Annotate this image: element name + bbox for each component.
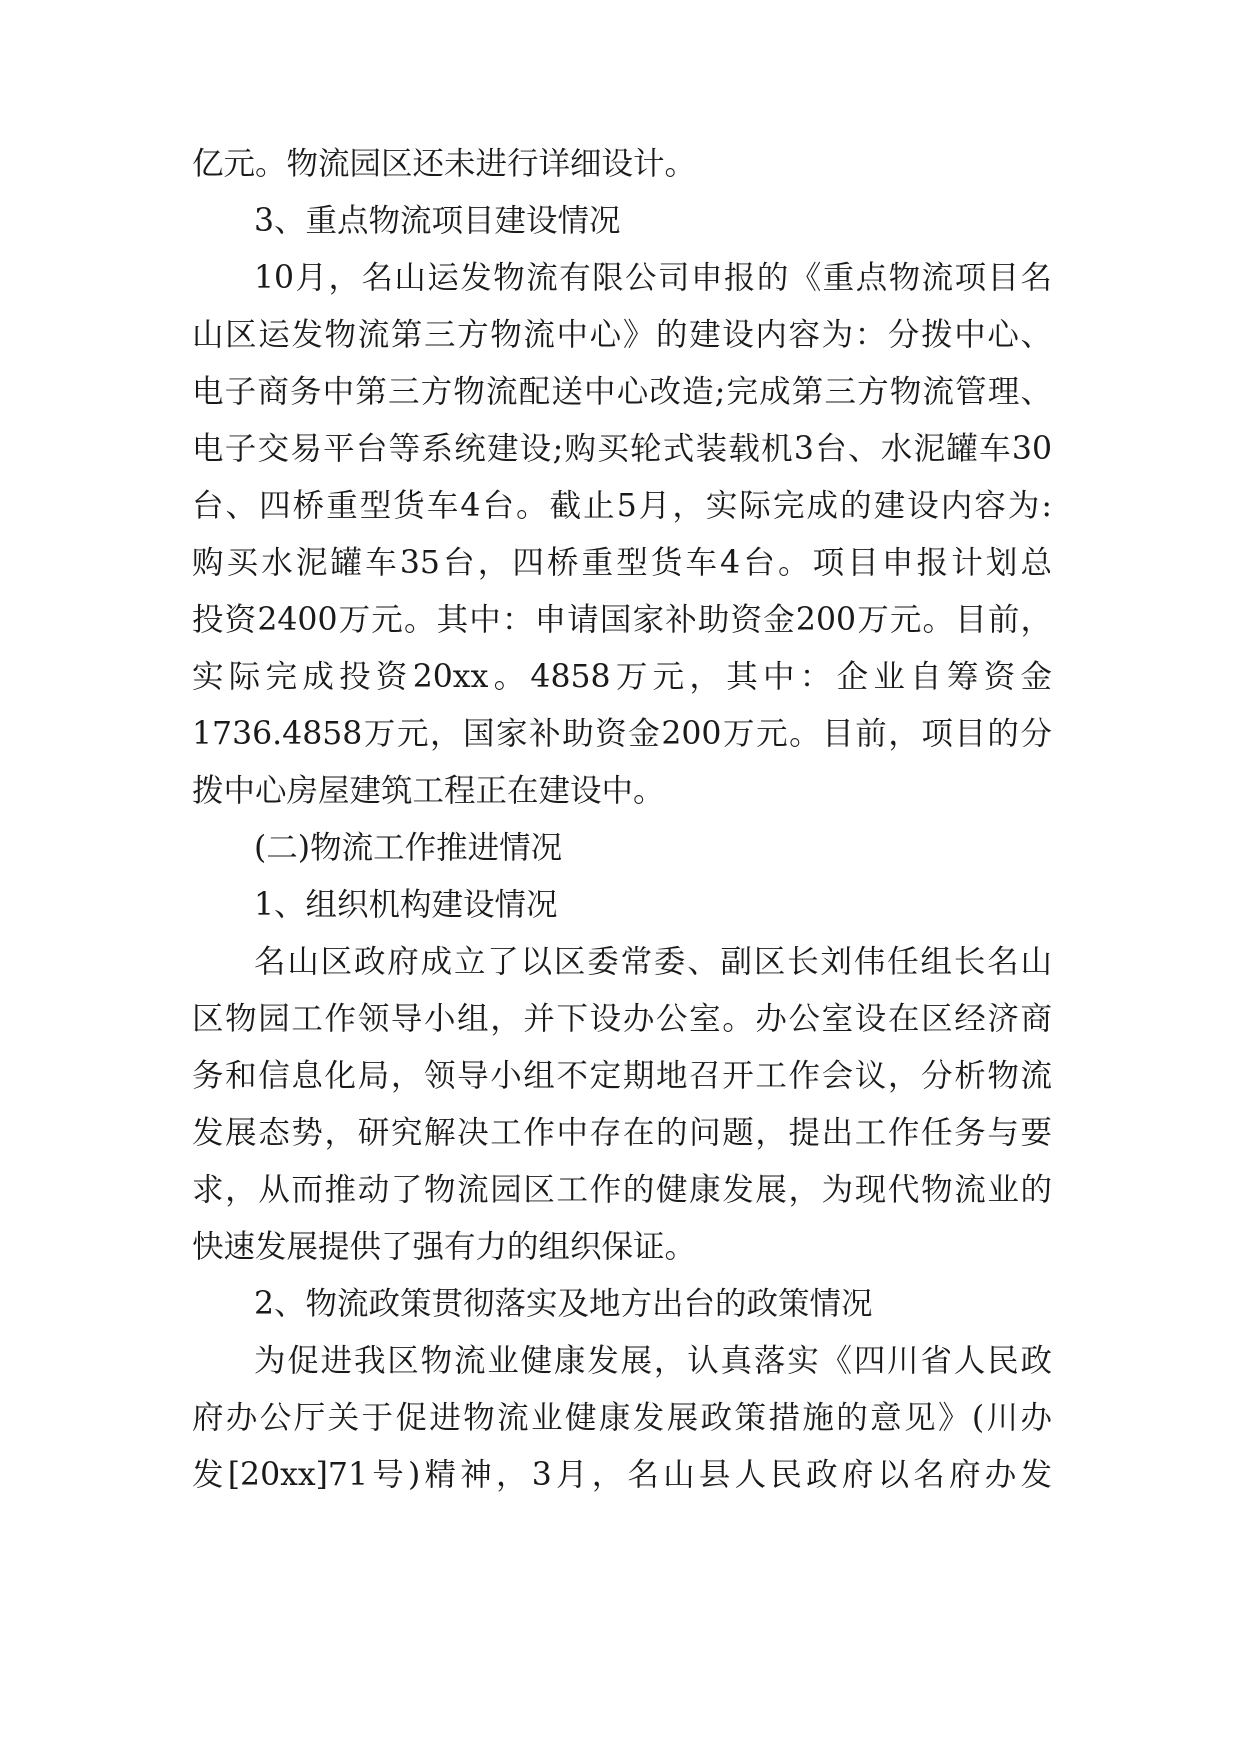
text-line: 为促进我区物流业健康发展，认真落实《四川省人民政 [254,1343,1052,1379]
text-line: 3、重点物流项目建设情况 [254,203,621,239]
text-line: 电子商务中第三方物流配送中心改造;完成第三方物流管理、 [192,374,1052,410]
text-line: 台、四桥重型货车4台。截止5月，实际完成的建设内容为: [192,488,1052,524]
text-line: 名山区政府成立了以区委常委、副区长刘伟任组长名山 [254,944,1052,980]
text-line: 求，从而推动了物流园区工作的健康发展，为现代物流业的 [192,1172,1052,1208]
text-line: 发[20xx]71号)精神，3月，名山县人民政府以名府办发 [192,1457,1052,1493]
text-line: 电子交易平台等系统建设;购买轮式装载机3台、水泥罐车30 [192,431,1052,467]
text-line: (二)物流工作推进情况 [254,830,563,866]
text-line: 购买水泥罐车35台，四桥重型货车4台。项目申报计划总 [192,545,1052,581]
text-line: 投资2400万元。其中：申请国家补助资金200万元。目前， [192,602,1052,638]
text-line: 拨中心房屋建筑工程正在建设中。 [192,773,665,809]
text-line: 实际完成投资20xx。4858万元，其中：企业自筹资金 [192,659,1052,695]
text-line: 区物园工作领导小组，并下设办公室。办公室设在区经济商 [192,1001,1052,1037]
text-line: 务和信息化局，领导小组不定期地召开工作会议，分析物流 [192,1058,1052,1094]
text-line: 山区运发物流第三方物流中心》的建设内容为：分拨中心、 [192,317,1052,353]
text-line: 发展态势，研究解决工作中存在的问题，提出工作任务与要 [192,1115,1052,1151]
text-line: 府办公厅关于促进物流业健康发展政策措施的意见》(川办 [192,1400,1052,1436]
text-line: 1736.4858万元，国家补助资金200万元。目前，项目的分 [192,716,1052,752]
text-line: 快速发展提供了强有力的组织保证。 [192,1229,697,1265]
text-line: 1、组织机构建设情况 [254,887,558,923]
text-line: 2、物流政策贯彻落实及地方出台的政策情况 [254,1286,873,1322]
text-line: 10月，名山运发物流有限公司申报的《重点物流项目名 [254,260,1052,296]
text-line: 亿元。物流园区还未进行详细设计。 [192,146,697,182]
